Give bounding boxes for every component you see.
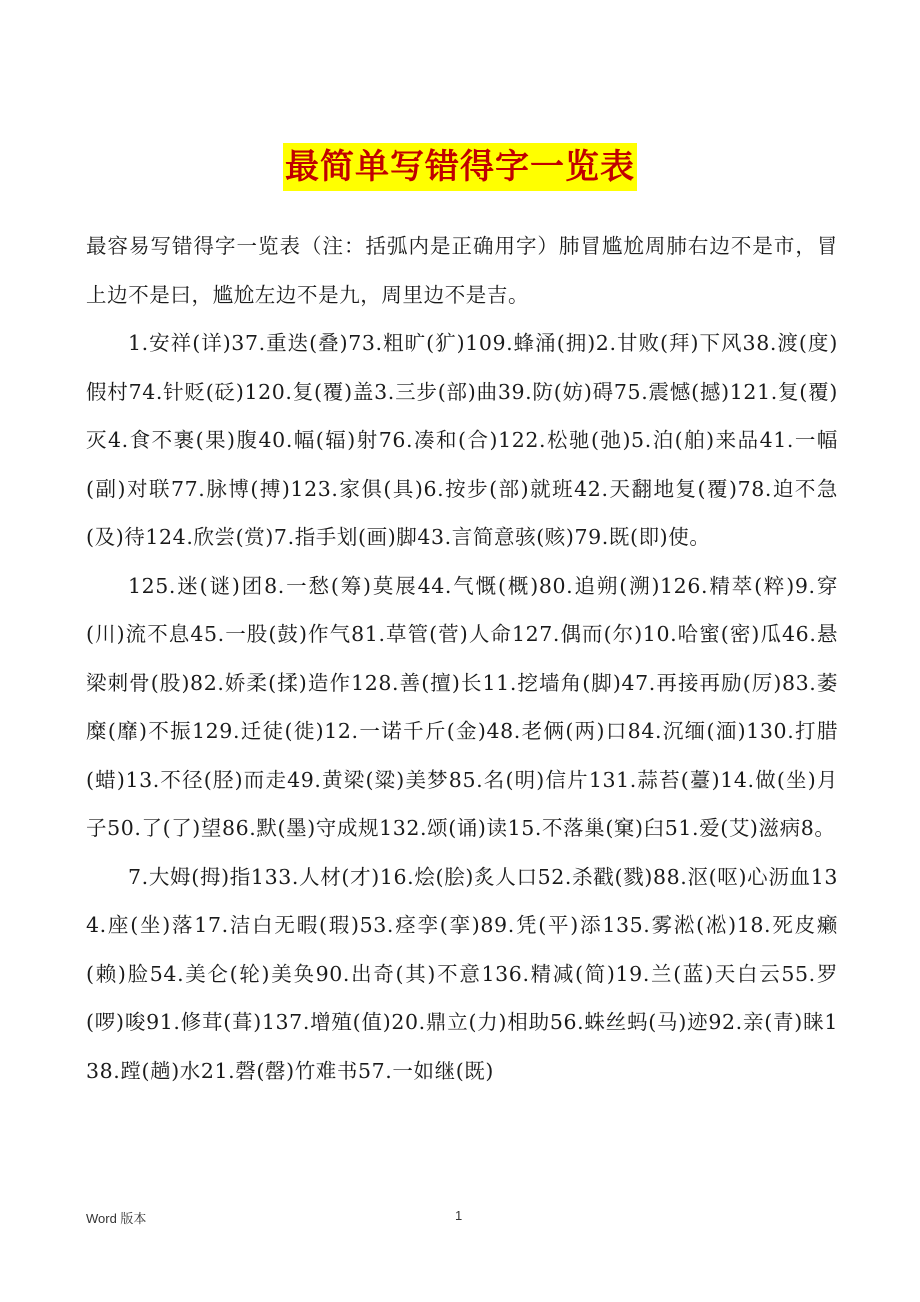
paragraph-list-3: 7.大姆(拇)指133.人材(才)16.烩(脍)炙人口52.杀戳(戮)88.沤(呕)心沥血134.座(坐)落17.洁白无暇(瑕)53.痉孪(挛)89.凭(平)添135.雾淞(凇)18.死皮癞(赖)脸54.美仑(轮)美奂90.出奇(其)不意136.精减(简)19.兰(蓝)天白云55.罗(啰)唆91.修茸(葺)137.增殖(值)20.鼎立(力)相助56.蛛丝蚂(马)迹92.亲(青)睐138.蹚(趟)水21.磬(罄)竹难书57.一如继(既)	[86, 864, 838, 1083]
title-container	[0, 143, 920, 191]
footer-label: Word 版本	[86, 1211, 147, 1226]
document-title: 最简单写错得字一览表	[283, 143, 637, 191]
paragraph-list-1: 1.安祥(详)37.重迭(叠)73.粗旷(犷)109.蜂涌(拥)2.甘败(拜)下风38.渡(度)假村74.针贬(砭)120.复(覆)盖3.三步(部)曲39.防(妨)碍75.震憾(撼)121.复(覆)灭4.食不裹(果)腹40.幅(辐)射76.凑和(合)122.松驰(弛)5.泊(舶)来品41.一幅(副)对联77.脉博(搏)123.家俱(具)6.按步(部)就班42.天翻地复(覆)78.迫不急(及)待124.欣尝(赏)7.指手划(画)脚43.言简意骇(赅)79.既(即)使。	[86, 331, 838, 549]
document-body	[86, 222, 838, 1095]
paragraph-list-2: 125.迷(谜)团8.一愁(筹)莫展44.气慨(概)80.追朔(溯)126.精萃(粹)9.穿(川)流不息45.一股(鼓)作气81.草管(菅)人命127.偶而(尔)10.哈蜜(密)瓜46.悬梁刺骨(股)82.娇柔(揉)造作128.善(擅)长11.挖墙角(脚)47.再接再励(厉)83.萎糜(靡)不振129.迁徒(徙)12.一诺千斤(金)48.老俩(两)口84.沉缅(湎)130.打腊(蜡)13.不径(胫)而走49.黄梁(粱)美梦85.名(明)信片131.蒜苔(薹)14.做(坐)月子50.了(了)望86.默(墨)守成规132.颂(诵)读15.不落巢(窠)臼51.爱(艾)滋病8。	[86, 573, 838, 840]
paragraph-intro: 最容易写错得字一览表（注：括弧内是正确用字）肺冒尴尬周肺右边不是市，冒上边不是曰，尴尬左边不是九，周里边不是吉。	[86, 234, 838, 307]
page-number: 1	[455, 1208, 463, 1223]
